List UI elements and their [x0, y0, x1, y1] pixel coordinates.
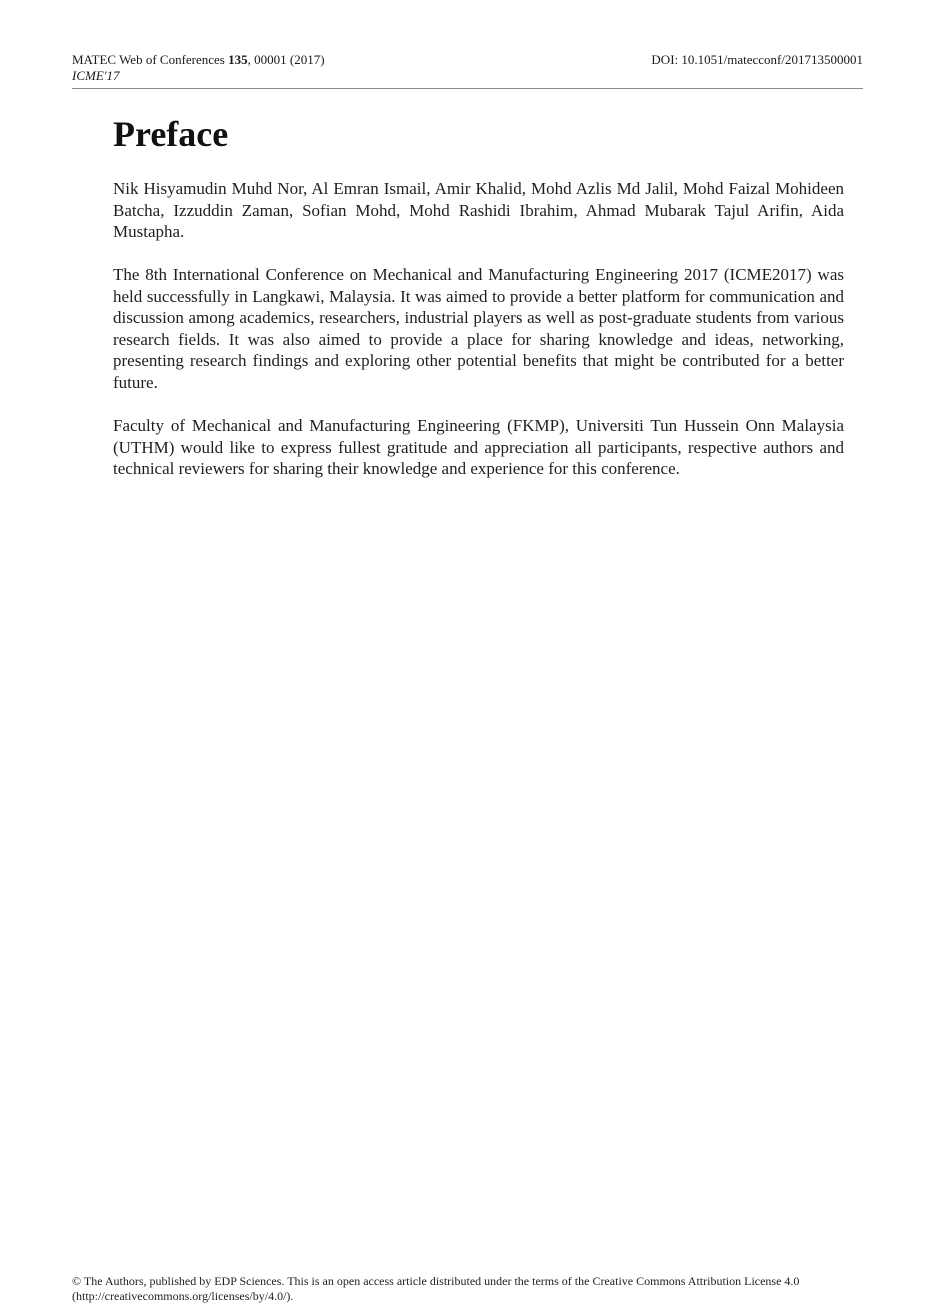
license-footer	[72, 1274, 872, 1304]
journal-citation	[72, 52, 325, 84]
license-url: (http://creativecommons.org/licenses/by/4.0/).	[72, 1289, 294, 1303]
article-info: , 00001 (2017)	[247, 52, 325, 67]
journal-citation-line	[72, 52, 325, 68]
page-title: Preface	[113, 114, 229, 154]
journal-name: MATEC Web of Conferences	[72, 52, 225, 67]
conference-acronym: ICME'17	[72, 68, 120, 83]
running-header	[72, 52, 863, 89]
volume-number: 135	[228, 52, 248, 67]
license-statement: © The Authors, published by EDP Sciences. This is an open access article distributed under the terms of the Creative Commons Attribution License 4.0	[72, 1274, 800, 1288]
doi: DOI: 10.1051/matecconf/201713500001	[651, 52, 863, 67]
author-list: Nik Hisyamudin Muhd Nor, Al Emran Ismail, Amir Khalid, Mohd Azlis Md Jalil, Mohd Faizal Mohideen Batcha, Izzuddin Zaman, Sofian Mohd, Mohd Rashidi Ibrahim, Ahmad Mubarak Tajul Arifin, Aida Mustapha.	[113, 179, 844, 242]
paragraph-conference-overview: The 8th International Conference on Mechanical and Manufacturing Engineering 2017 (ICME2017) was held successfully in Langkawi, Malaysia. It was aimed to provide a better platform for communication and discussion among academics, researchers, industrial players as well as post-graduate students from various research fields. It was also aimed to provide a place for sharing knowledge and ideas, networking, presenting research findings and exploring other potential benefits that might be contributed for a better future.	[113, 265, 844, 392]
paragraph-acknowledgement: Faculty of Mechanical and Manufacturing Engineering (FKMP), Universiti Tun Hussein Onn Malaysia (UTHM) would like to express fullest gratitude and appreciation all participants, respective authors and technical reviewers for sharing their knowledge and experience for this conference.	[113, 416, 844, 479]
